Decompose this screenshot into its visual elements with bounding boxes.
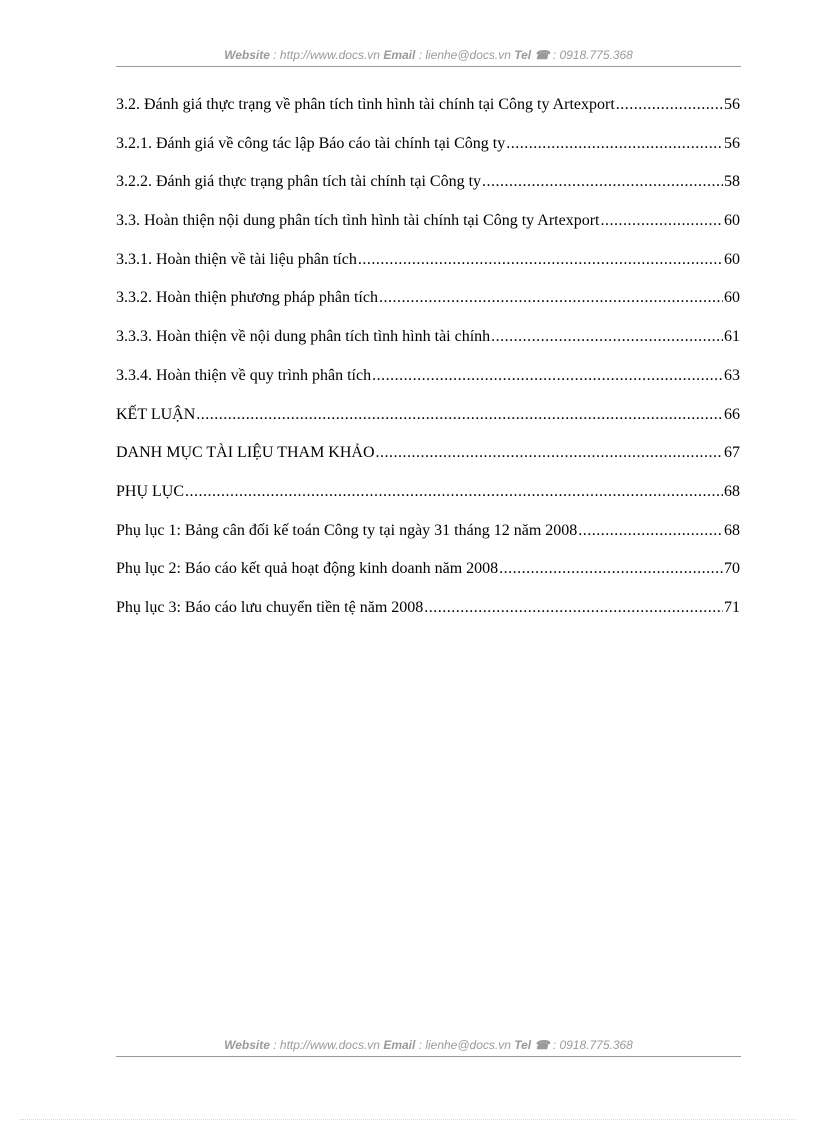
toc-leader-dots — [358, 250, 723, 270]
toc-entry-title: 3.2.1. Đánh giá về công tác lập Báo cáo tài chính tại Công ty — [116, 134, 506, 152]
toc-entry-3-2-1[interactable] — [116, 134, 740, 173]
toc-entry-page: 56 — [724, 134, 740, 152]
toc-entry-page: 58 — [724, 173, 740, 191]
tel-label: Tel — [514, 1038, 532, 1052]
toc-entry-tai-lieu-tham-khao[interactable] — [116, 443, 740, 482]
toc-entry-phu-luc-1[interactable] — [116, 521, 740, 560]
toc-entry-3-2[interactable] — [116, 95, 740, 134]
toc-entry-3-3[interactable] — [116, 211, 740, 250]
toc-entry-title: 3.3.3. Hoàn thiện về nội dung phân tích tình hình tài chính — [116, 328, 491, 346]
tel-label: Tel — [514, 48, 532, 62]
toc-entry-title: 3.3.1. Hoàn thiện về tài liệu phân tích — [116, 250, 357, 268]
toc-leader-dots — [379, 288, 723, 308]
phone-icon: ☎ — [534, 1038, 550, 1052]
toc-entry-page: 67 — [724, 444, 740, 462]
toc-entry-title: DANH MỤC TÀI LIỆU THAM KHẢO — [116, 444, 375, 462]
website-label: Website — [224, 1038, 270, 1052]
toc-entry-page: 60 — [724, 289, 740, 307]
toc-leader-dots — [601, 211, 724, 231]
toc-leader-dots — [372, 366, 723, 386]
toc-entry-3-3-4[interactable] — [116, 366, 740, 405]
footer-divider — [116, 1056, 741, 1057]
toc-entry-phu-luc-2[interactable] — [116, 559, 740, 598]
toc-leader-dots — [482, 172, 723, 192]
email-label: Email — [383, 1038, 416, 1052]
toc-entry-3-3-3[interactable] — [116, 327, 740, 366]
phone-icon: ☎ — [534, 48, 550, 62]
table-of-contents — [116, 95, 740, 637]
toc-entry-title: Phụ lục 3: Báo cáo lưu chuyển tiền tệ năm 2008 — [116, 598, 424, 616]
toc-entry-title: 3.2. Đánh giá thực trạng về phân tích tình hình tài chính tại Công ty Artexport — [116, 96, 615, 113]
tel-value: : 0918.775.368 — [549, 48, 633, 62]
website-label: Website — [224, 48, 270, 62]
toc-entry-3-3-1[interactable] — [116, 250, 740, 289]
toc-leader-dots — [578, 521, 723, 541]
toc-entry-phu-luc[interactable] — [116, 482, 740, 521]
toc-entry-title: KẾT LUẬN — [116, 405, 196, 423]
page-header — [116, 48, 741, 62]
toc-entry-page: 70 — [724, 560, 740, 578]
toc-entry-page: 60 — [724, 250, 740, 268]
header-divider — [116, 66, 741, 67]
toc-entry-page: 71 — [724, 598, 740, 616]
tel-value: : 0918.775.368 — [549, 1038, 633, 1052]
toc-entry-title: Phụ lục 2: Báo cáo kết quả hoạt động kinh doanh năm 2008 — [116, 560, 499, 578]
email-label: Email — [383, 48, 416, 62]
toc-entry-title: 3.3.4. Hoàn thiện về quy trình phân tích — [116, 366, 372, 384]
toc-entry-3-2-2[interactable] — [116, 172, 740, 211]
toc-entry-title: 3.3.2. Hoàn thiện phương pháp phân tích — [116, 289, 378, 307]
website-value: : http://www.docs.vn — [269, 1038, 384, 1052]
toc-leader-dots — [185, 482, 723, 502]
toc-entry-page: 66 — [724, 405, 740, 423]
toc-entry-page: 61 — [724, 328, 740, 346]
toc-entry-page: 56 — [724, 96, 740, 113]
page-footer — [116, 1038, 741, 1052]
toc-entry-ket-luan[interactable] — [116, 405, 740, 444]
toc-entry-page: 68 — [724, 521, 740, 539]
email-value: : lienhe@docs.vn — [415, 48, 515, 62]
toc-leader-dots — [376, 443, 723, 463]
toc-entry-title: 3.2.2. Đánh giá thực trạng phân tích tài chính tại Công ty — [116, 173, 482, 191]
toc-entry-page: 60 — [724, 212, 740, 230]
page-edge-dotted-line — [20, 1119, 796, 1120]
toc-entry-3-3-2[interactable] — [116, 288, 740, 327]
website-value: : http://www.docs.vn — [269, 48, 384, 62]
toc-entry-title: 3.3. Hoàn thiện nội dung phân tích tình hình tài chính tại Công ty Artexport — [116, 212, 600, 230]
email-value: : lienhe@docs.vn — [415, 1038, 515, 1052]
toc-entry-title: Phụ lục 1: Bảng cân đối kế toán Công ty tại ngày 31 tháng 12 năm 2008 — [116, 521, 578, 539]
toc-leader-dots — [499, 559, 723, 579]
toc-entry-page: 68 — [724, 482, 740, 500]
toc-leader-dots — [424, 598, 723, 618]
toc-leader-dots — [616, 95, 723, 115]
toc-entry-page: 63 — [724, 366, 740, 384]
toc-leader-dots — [491, 327, 723, 347]
toc-entry-title: PHỤ LỤC — [116, 482, 185, 500]
toc-entry-phu-luc-3[interactable] — [116, 598, 740, 637]
toc-leader-dots — [196, 405, 723, 425]
toc-leader-dots — [506, 134, 723, 154]
